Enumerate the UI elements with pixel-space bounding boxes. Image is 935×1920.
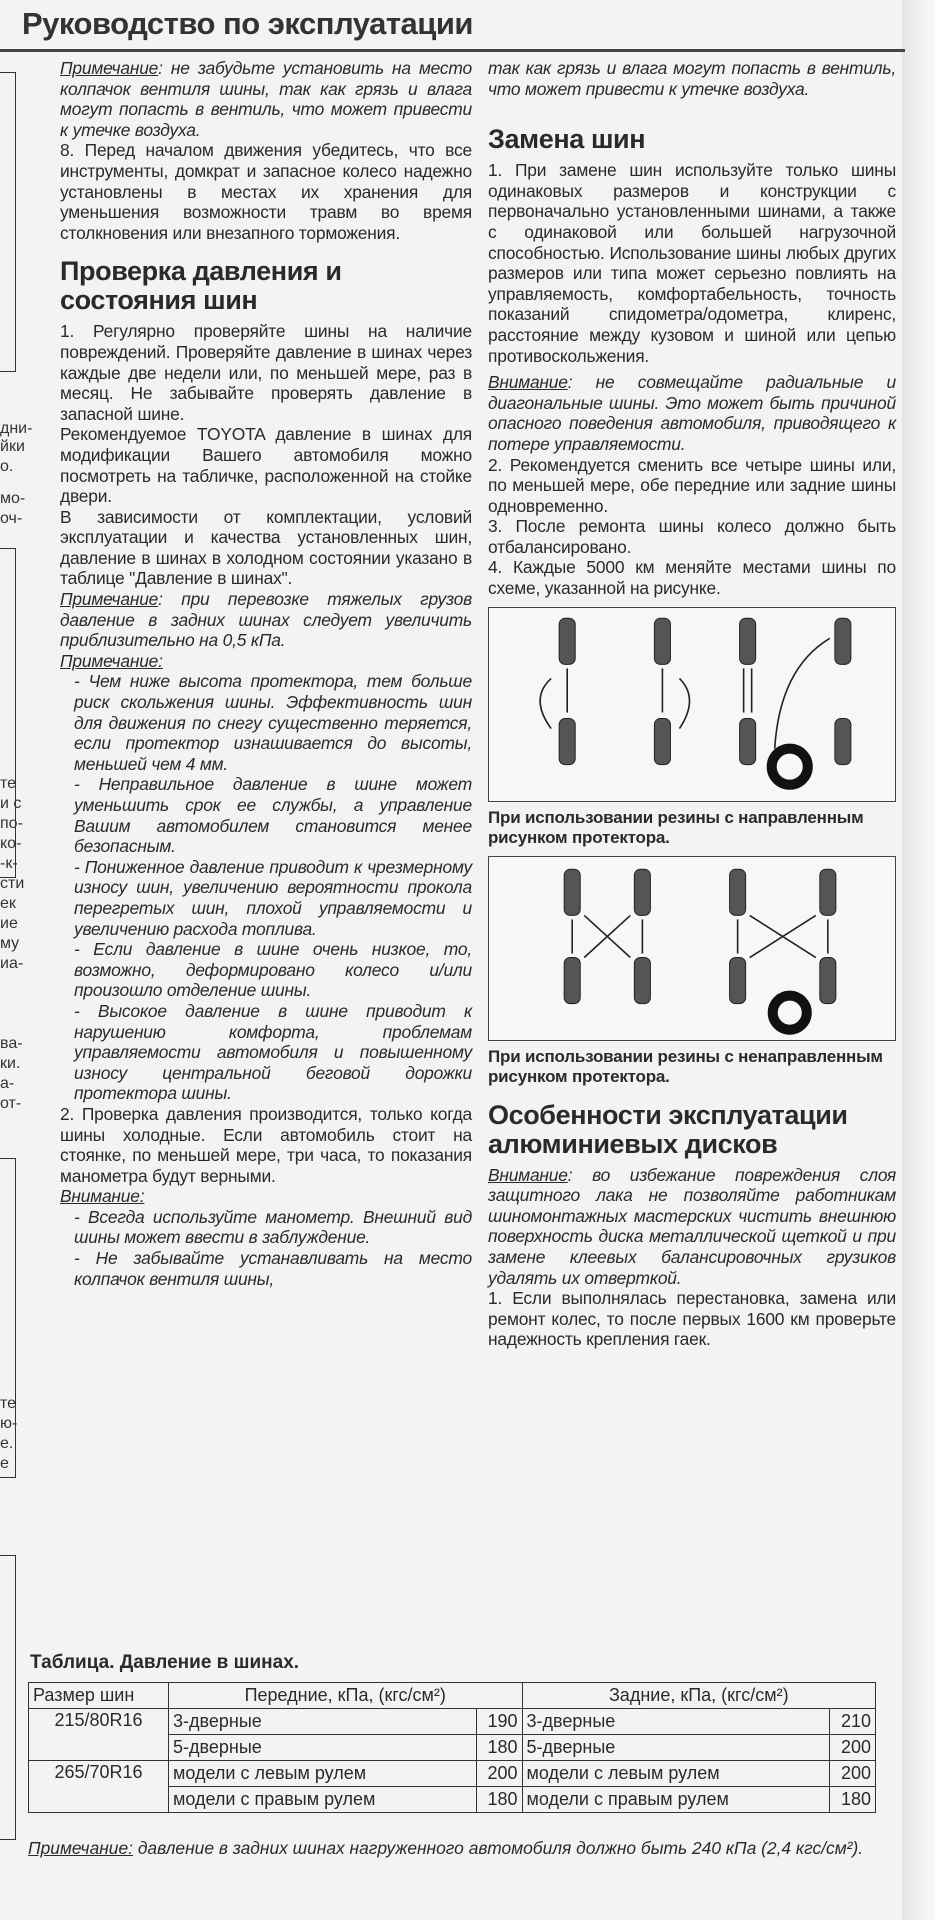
paragraph: Рекомендуемое TOYOTA давление в шинах для модификации Вашего автомобиля можно посмотреть на табличке, расположенной на стойке двери. [60,424,472,507]
fragment-text: и с [0,795,22,812]
paragraph: 2. Проверка давления производится, только когда шины холодные. Если автомобиль стоит на стоянке, по меньшей мере, три часа, то показания манометра будут верными. [60,1103,472,1186]
non-directional-rotation-diagram [488,856,896,1041]
prev-page-figure-frame [0,72,16,372]
note-text: : не забудьте установить на место колпачок вентиля шины, так как грязь и влага могут попасть в вентиль, что может привести к утечке воздуха. [60,58,472,140]
fragment-text: ко- [0,835,22,852]
page-header: Руководство по эксплуатации [22,6,473,41]
note-item: - Если давление в шине очень низкое, то, возможно, деформировано колесо и/или произошло отделение шины. [74,939,472,1001]
section-heading: Проверка давления и состояния шин [60,256,342,316]
note-item: - Чем ниже высота протектора, тем больше риск скольжения шины. Эффективность шин для движения по снегу существенно теряется, если протектор изнашивается до высоты, меньшей чем 4 мм. [74,671,472,774]
fragment-text: ие [0,915,18,932]
fragment-text: е [0,1455,9,1472]
right-column [488,58,896,1350]
prev-page-figure-frame [0,1555,16,1840]
paragraph: 4. Каждые 5000 км меняйте местами шины по схеме, указанной на рисунке. [488,557,896,599]
warning-text: : не совмещайте радиальные и диагональные шины. Это может быть причиной опасного поведения автомобиля, приводящего к потере управляемости. [488,372,896,454]
paragraph: 2. Рекомендуется сменить все четыре шины или, по меньшей мере, обе передние или задние шины одновременно. [488,454,896,516]
rear-value: 200 [830,1761,876,1787]
front-value: 200 [476,1761,522,1787]
rear-value: 210 [830,1709,876,1735]
fragment-text: по- [0,815,23,832]
fragment-text: сти [0,875,25,892]
paragraph: В зависимости от комплектации, условий эксплуатации и качества установленных шин, давление в шинах в холодном состоянии указано в таблице "Давление в шинах". [60,506,472,589]
paragraph: 3. После ремонта шины колесо должно быть отбалансировано. [488,516,896,557]
note-label: Примечание [60,58,159,78]
front-value: 180 [476,1787,522,1813]
note-item: - Неправильное давление в шине может уменьшить срок ее службы, а управление Вашим автомобилем становится менее безопасным. [74,774,472,857]
fragment-text: те [0,775,17,792]
rear-label: модели с левым рулем [522,1761,830,1787]
directional-rotation-diagram [488,607,896,802]
fragment-text: а- [0,1075,15,1092]
paragraph: 8. Перед началом движения убедитесь, что все инструменты, домкрат и запасное колесо надежно установлены в местах их хранения для уменьшения возможности травм во время столкновения или внезапного торможения. [60,140,472,243]
left-column [60,58,472,1289]
note-paragraph [60,589,472,651]
warning-paragraph [488,372,896,454]
rear-label: 3-дверные [522,1709,830,1735]
front-value: 180 [476,1735,522,1761]
fragment-text: ек [0,895,16,912]
front-label: 3-дверные [169,1709,477,1735]
note-item: - Высокое давление в шине приводит к нарушению комфорта, проблемам управляемости автомобиля и повышенному износу центральной беговой дорожки протектора шины. [74,1000,472,1104]
table-row [29,1761,876,1787]
front-value: 190 [476,1709,522,1735]
column-header: Размер шин [29,1683,169,1709]
paragraph: так как грязь и влага могут попасть в вентиль, что может привести к утечке воздуха. [488,58,896,99]
fragment-text: иа- [0,955,24,972]
fragment-text: му [0,935,20,952]
note-label: Примечание: [28,1838,133,1858]
note-paragraph [60,58,472,140]
paragraph: 1. Регулярно проверяйте шины на наличие повреждений. Проверяйте давление в шинах через каждые две недели или, по меньшей мере, раз в месяц. Не забывайте проверять давление в запасной шине. [60,321,472,424]
paragraph: 1. Если выполнялась перестановка, замена или ремонт колес, то после первых 1600 км проверьте надежность крепления гаек. [488,1288,896,1350]
warning-paragraph [488,1165,896,1289]
note-text: давление в задних шинах нагруженного автомобиля должно быть 240 кПа (2,4 кгс/см²). [132,1838,864,1858]
warning-label: Внимание: [60,1186,145,1207]
note-text: : при перевозке тяжелых грузов давление в задних шинах следует увеличить приблизительно на 0,5 кПа. [60,589,472,651]
fragment-text: ва- [0,1035,23,1052]
paragraph: 1. При замене шин используйте только шины одинаковых размеров и конструкции с первоначально установленными шинами, а также с одинаковой или большей нагрузочной способностью. Использование шины любых других размеров или типа может серьезно повлиять на управляемость, комфортабельность, точность показаний спидометра/одометра, клиренс, расстояние между кузовом и шиной или цепью противоскольжения. [488,160,896,366]
warning-item: - Всегда используйте манометр. Внешний вид шины может ввести в заблуждение. [74,1206,472,1248]
column-header: Задние, кПа, (кгс/см²) [522,1683,876,1709]
page-edge [902,0,935,1920]
fragment-text: -к- [0,855,18,872]
warning-item: - Не забывайте устанавливать на место колпачок вентиля шины, [74,1248,472,1289]
table-note [28,1838,876,1859]
warning-text: : во избежание повреждения слоя защитного лака не позволяйте работникам шиномонтажных мастерских чистить внешнюю поверхность диска металлической щеткой и при замене клеевых балансировочных грузиков удалять их отверткой. [488,1164,896,1288]
fragment-text: е. [0,1435,14,1452]
section-heading: Особенности эксплуатации алюминиевых дисков [488,1099,848,1159]
fragment-text: о. [0,458,14,475]
warning-label: Внимание [488,1164,568,1185]
fragment-text: йки [0,438,25,455]
column-header: Передние, кПа, (кгс/см²) [169,1683,523,1709]
front-label: модели с правым рулем [169,1787,477,1813]
note-item: - Пониженное давление приводит к чрезмерному износу шин, увеличению вероятности прокола перегретых шин, плохой управляемости и увеличению расхода топлива. [74,856,472,939]
rear-value: 200 [830,1735,876,1761]
note-label: Примечание: [60,650,163,671]
tire-size: 265/70R16 [29,1761,169,1813]
table-title: Таблица. Давление в шинах. [30,1652,300,1673]
warning-label: Внимание [488,372,568,393]
section-heading: Замена шин [488,124,646,155]
fragment-text: оч- [0,510,23,527]
front-label: модели с левым рулем [169,1761,477,1787]
fragment-text: мо- [0,490,26,507]
rear-label: модели с правым рулем [522,1787,830,1813]
front-label: 5-дверные [169,1735,477,1761]
header-rule [0,49,905,52]
fragment-text: те [0,1395,17,1412]
tire-pressure-table [28,1682,876,1813]
figure-caption: При использовании резины с направленным рисунком протектора. [488,807,864,847]
fragment-text: ки. [0,1055,21,1072]
fragment-text: ю- [0,1415,18,1432]
figure-caption: При использовании резины с ненаправленным рисунком протектора. [488,1046,883,1086]
table-row [29,1709,876,1735]
fragment-text: от- [0,1095,22,1112]
fragment-text: дни- [0,420,33,437]
rear-label: 5-дверные [522,1735,830,1761]
tire-size: 215/80R16 [29,1709,169,1761]
note-label: Примечание [60,589,159,610]
rear-value: 180 [830,1787,876,1813]
table-header-row [29,1683,876,1709]
